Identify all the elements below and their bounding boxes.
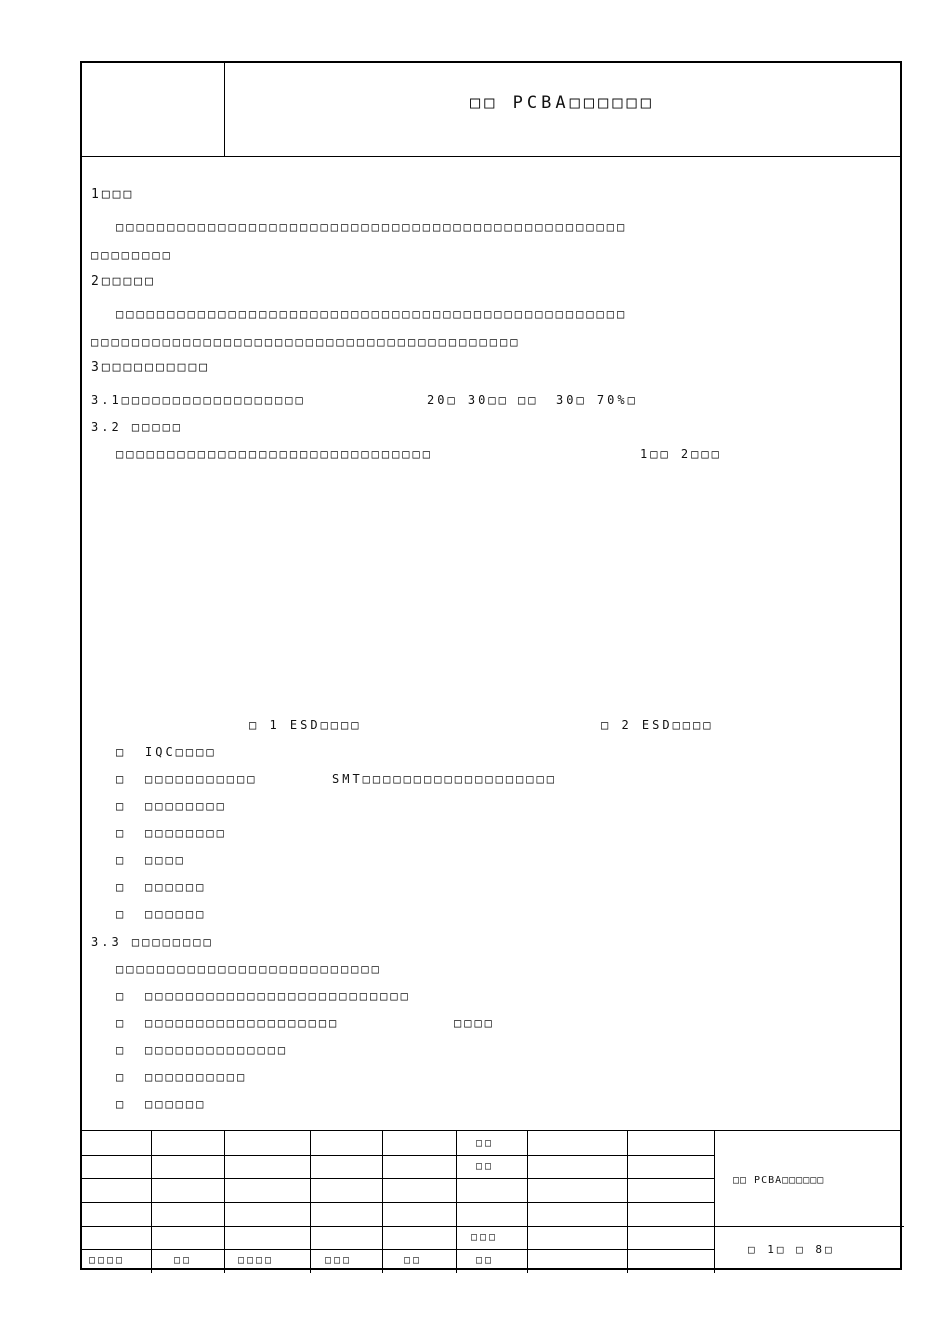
section-2-heading: 2□□□□□: [91, 274, 156, 289]
section-3-1-humidity: 30□ 70%□: [556, 393, 638, 407]
bullet-text: □□□□□□: [145, 1097, 207, 1111]
section-3-3-label: 3.3 □□□□□□□□: [91, 935, 214, 949]
table-grid-line: [82, 1226, 714, 1227]
section-3-1-humidity-label: □□: [518, 393, 539, 407]
bullet-mark: □: [116, 1043, 127, 1057]
table-grid-line: [82, 1249, 714, 1250]
footer-document-title: □□ PCBA□□□□□□: [733, 1175, 825, 1186]
section-2-line-1: □□□□□□□□□□□□□□□□□□□□□□□□□□□□□□□□□□□□□□□□□□□□□□□□□□: [116, 307, 628, 321]
bullet-mark: □: [116, 1097, 127, 1111]
table-grid-line: [82, 1202, 714, 1203]
section-3-1-temperature: 20□ 30□□: [427, 393, 509, 407]
bullet-text: □□□□□□□□□□□: [145, 772, 258, 786]
bullet-mark: □: [116, 853, 127, 867]
bullet-mark: □: [116, 772, 127, 786]
bullet-text-continued: □□□□: [454, 1016, 495, 1030]
bullet-mark: □: [116, 907, 127, 921]
bullet-text: □□□□□□□□: [145, 826, 227, 840]
page-number: □ 1□ □ 8□: [748, 1243, 835, 1256]
figure-1-caption: □ 1 ESD□□□□: [249, 718, 362, 732]
approval-label: □□: [476, 1255, 495, 1266]
table-grid-line: [714, 1226, 904, 1227]
bullet-text: IQC□□□□: [145, 745, 217, 759]
bullet-text: □□□□□□□□□□□□□□: [145, 1043, 289, 1057]
logo-cell: [82, 63, 225, 156]
table-grid-line: [82, 1178, 714, 1179]
table-grid-line: [82, 1155, 714, 1156]
bullet-mark: □: [116, 1016, 127, 1030]
document-sheet: [80, 61, 902, 1270]
column-label: □□□□: [89, 1255, 126, 1266]
bullet-text: □□□□□□□□□□□□□□□□□□□□□□□□□□: [145, 989, 411, 1003]
bullet-text: □□□□: [145, 853, 186, 867]
section-1-heading: 1□□□: [91, 187, 135, 202]
section-3-3-line: □□□□□□□□□□□□□□□□□□□□□□□□□□: [116, 962, 382, 976]
approval-label: □□: [476, 1138, 495, 1149]
bullet-mark: □: [116, 799, 127, 813]
bullet-text: □□□□□□□□: [145, 799, 227, 813]
approval-label: □□□: [471, 1232, 499, 1243]
bullet-text: □□□□□□: [145, 907, 207, 921]
section-3-2-label: 3.2 □□□□□: [91, 420, 184, 434]
column-label: □□: [174, 1255, 193, 1266]
table-grid-line: [714, 1131, 715, 1273]
bullet-mark: □: [116, 745, 127, 759]
figure-2-caption: □ 2 ESD□□□□: [601, 718, 714, 732]
bullet-mark: □: [116, 1070, 127, 1084]
bullet-mark: □: [116, 880, 127, 894]
column-label: □□: [404, 1255, 423, 1266]
section-2-line-2: □□□□□□□□□□□□□□□□□□□□□□□□□□□□□□□□□□□□□□□□□□: [91, 335, 521, 349]
section-3-2-line: □□□□□□□□□□□□□□□□□□□□□□□□□□□□□□□: [116, 447, 433, 461]
approval-label: □□: [476, 1161, 495, 1172]
revision-table: [82, 1130, 900, 1272]
column-label: □□□: [325, 1255, 353, 1266]
bullet-mark: □: [116, 989, 127, 1003]
bullet-text-continued: SMT□□□□□□□□□□□□□□□□□□□: [332, 772, 557, 786]
section-3-1-label: 3.1□□□□□□□□□□□□□□□□□□: [91, 393, 306, 407]
bullet-mark: □: [116, 826, 127, 840]
section-1-line-2: □□□□□□□□: [91, 248, 173, 262]
section-3-2-figure-ref: 1□□ 2□□□: [640, 447, 722, 461]
section-1-line-1: □□□□□□□□□□□□□□□□□□□□□□□□□□□□□□□□□□□□□□□□□□□□□□□□□□: [116, 220, 628, 234]
bullet-text: □□□□□□: [145, 880, 207, 894]
bullet-text: □□□□□□□□□□: [145, 1070, 248, 1084]
section-3-heading: 3□□□□□□□□□□: [91, 360, 211, 375]
document-header: [82, 63, 900, 157]
bullet-text: □□□□□□□□□□□□□□□□□□□: [145, 1016, 340, 1030]
column-label: □□□□: [238, 1255, 275, 1266]
document-title: □□ PCBA□□□□□□: [469, 93, 656, 113]
